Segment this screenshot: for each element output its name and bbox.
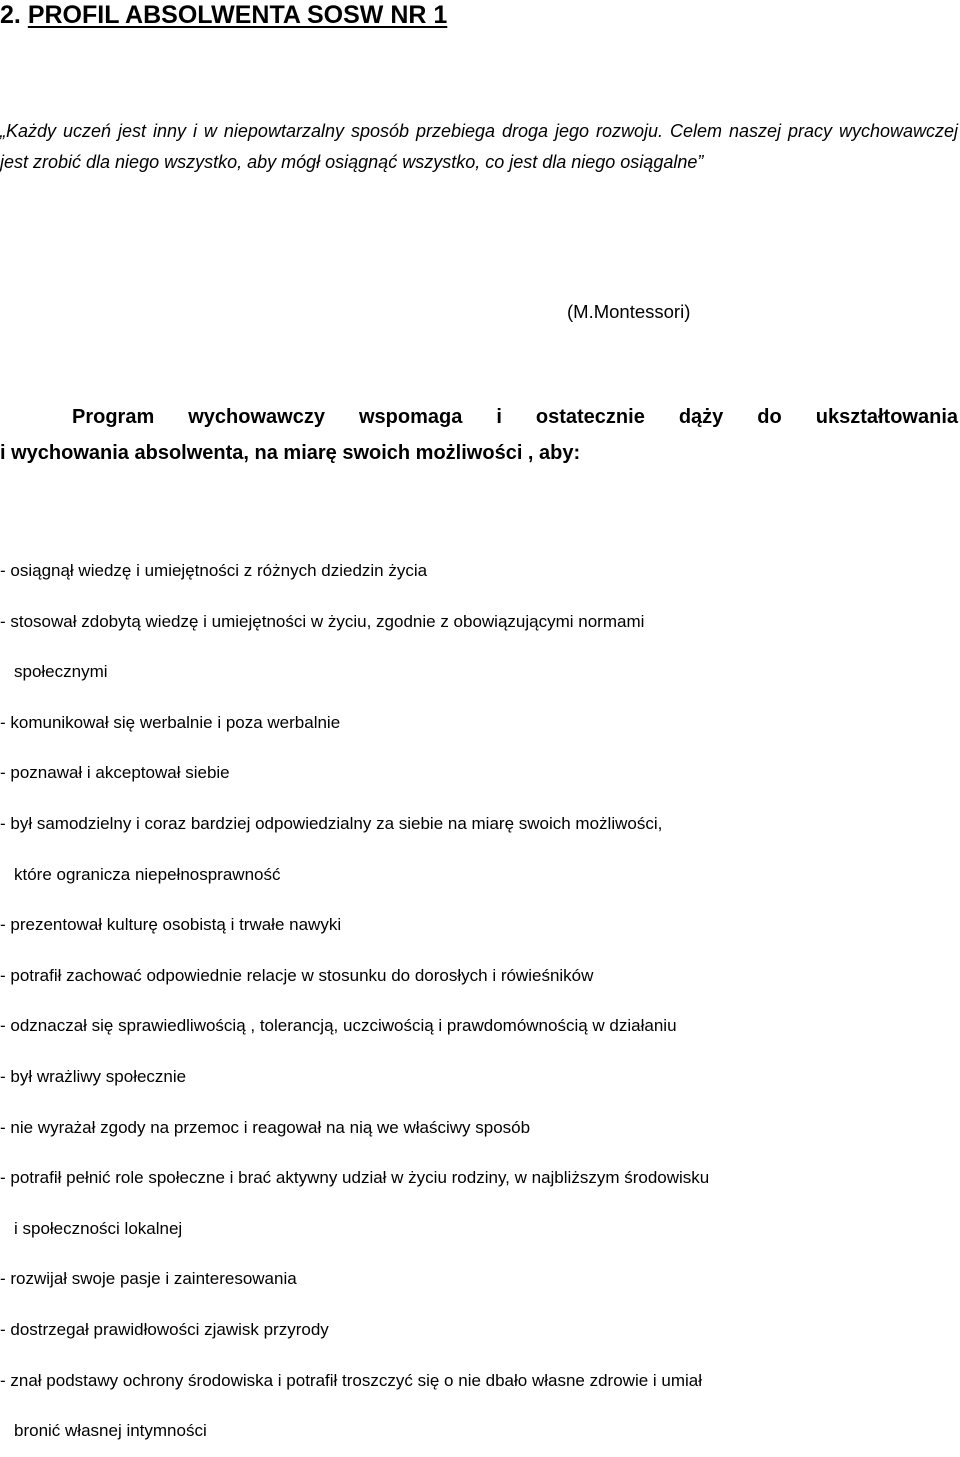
goal-item: - znał podstawy ochrony środowiska i potrafił troszczyć się o nie dbało własne zdrowie i umiał (0, 1370, 703, 1390)
section-number: 2. (0, 1, 21, 29)
goal-item: - rozwijał swoje pasje i zainteresowania (0, 1269, 297, 1289)
quote-author: (M.Montessori) (567, 301, 691, 322)
goal-item-continuation: społecznymi (14, 662, 108, 682)
goal-item-continuation: które ogranicza niepełnosprawność (14, 864, 281, 884)
graduate-goals-list (0, 546, 709, 1457)
program-intro (0, 399, 958, 471)
intro-line-2: i wychowania absolwenta, na miarę swoich możliwości , aby: (0, 442, 581, 464)
goal-item-continuation: i społeczności lokalnej (14, 1218, 183, 1238)
section-title[interactable]: PROFIL ABSOLWENTA SOSW NR 1 (27, 1, 448, 29)
goal-item: - dostrzegał prawidłowości zjawisk przyrody (0, 1319, 329, 1339)
intro-line-1: Program wychowawczy wspomaga i ostatecznie dąży do ukształtowania (72, 406, 958, 428)
goal-item: - był wrażliwy społecznie (0, 1066, 187, 1086)
goal-item: - komunikował się werbalnie i poza werbalnie (0, 712, 341, 732)
goal-item: - poznawał i akceptował siebie (0, 763, 230, 783)
goal-item: - odznaczał się sprawiedliwością , tolerancją, uczciwością i prawdomównością w działaniu (0, 1016, 677, 1036)
goal-item: - potrafił pełnić role społeczne i brać aktywny udział w życiu rodziny, w najbliższym środowisku (0, 1168, 710, 1188)
goal-item-continuation: bronić własnej intymności (14, 1421, 207, 1441)
motto-quote: „Każdy uczeń jest inny i w niepowtarzalny sposób przebiega droga jego rozwoju. Celem naszej pracy wychowawczej jest zrobić dla niego wszystko, aby mógł osiągnąć wszystko, co jest dla niego osiągalne” (0, 121, 958, 172)
goal-item: - nie wyrażał zgody na przemoc i reagował na nią we właściwy sposób (0, 1117, 531, 1137)
goal-item: - był samodzielny i coraz bardziej odpowiedzialny za siebie na miarę swoich możliwości, (0, 813, 663, 833)
goal-item: - stosował zdobytą wiedzę i umiejętności w życiu, zgodnie z obowiązującymi normami (0, 611, 645, 631)
goal-item: - potrafił zachować odpowiednie relacje w stosunku do dorosłych i rówieśników (0, 965, 594, 985)
goal-item: - prezentował kulturę osobistą i trwałe nawyki (0, 915, 342, 935)
section-heading (0, 0, 447, 30)
goal-item: - osiągnął wiedzę i umiejętności z różnych dziedzin życia (0, 561, 428, 580)
